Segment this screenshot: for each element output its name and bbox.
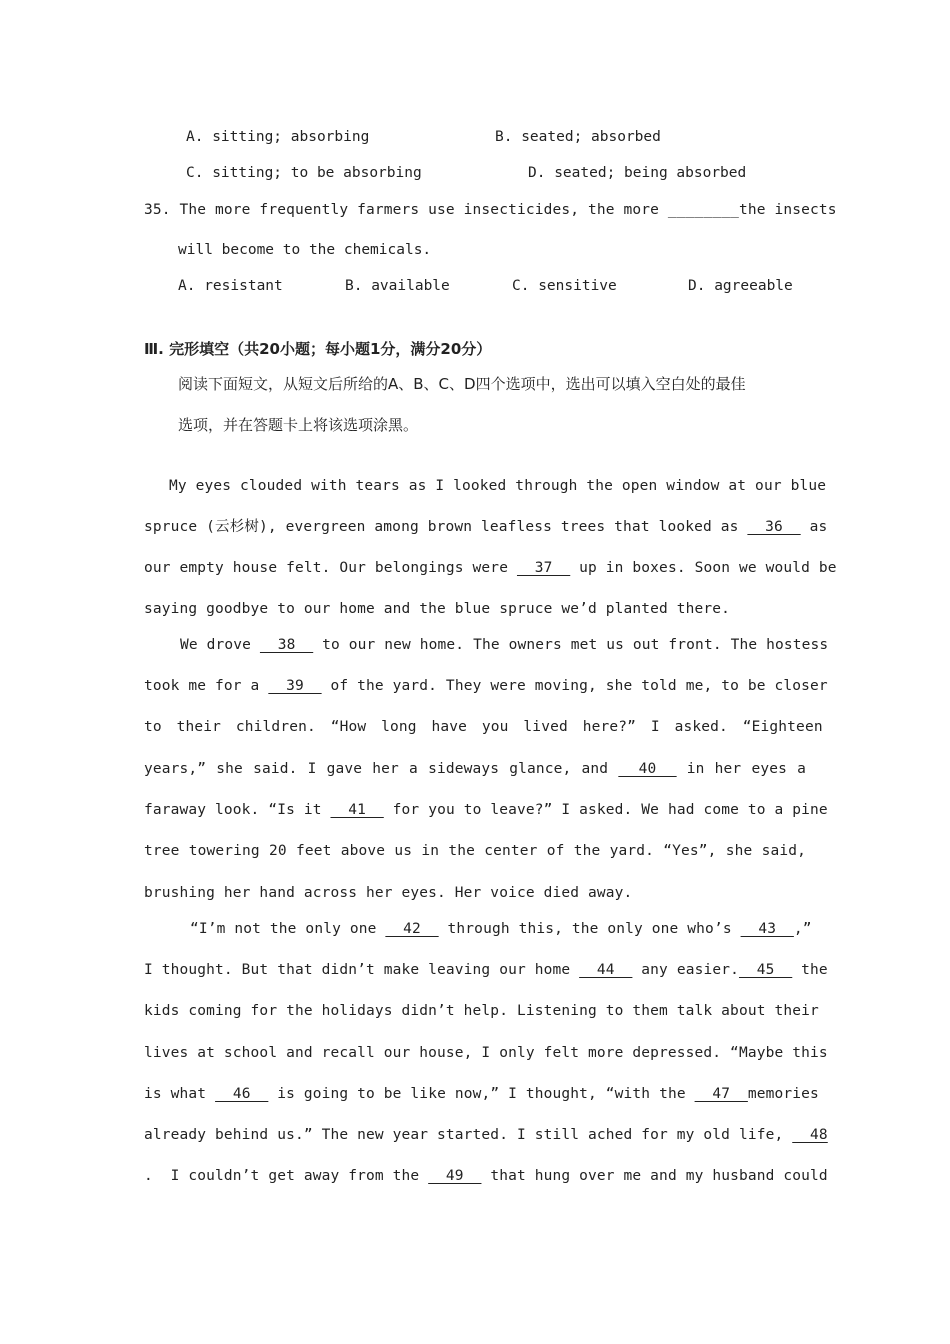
passage-text: “I’m not the only one <box>190 921 377 937</box>
passage-text: . I couldn’t get away from the <box>144 1168 420 1184</box>
passage-line <box>144 559 837 577</box>
passage-text: We drove <box>180 637 252 653</box>
passage-line <box>144 1085 819 1103</box>
passage-line <box>144 842 806 860</box>
passage-text: I thought. But that didn’t make leaving our home <box>144 962 571 978</box>
passage-line <box>180 636 829 654</box>
blank-47: 47 <box>694 1086 748 1102</box>
passage-text: years,” she said. I gave her a sideways glance, and <box>144 761 609 777</box>
passage-line <box>144 718 823 736</box>
passage-text: that hung over me and my husband could <box>490 1168 828 1184</box>
q34-option-b: B. seated; absorbed <box>495 129 661 145</box>
passage-text: is what <box>144 1086 207 1102</box>
passage-text: already behind us.” The new year started. I still ached for my old life, <box>144 1127 784 1143</box>
blank-40: 40 <box>618 761 677 777</box>
blank-36: 36 <box>747 519 801 535</box>
passage-line <box>144 600 806 618</box>
q35-option-a: A. resistant <box>178 278 283 294</box>
passage-line <box>144 677 828 695</box>
q35-stem-start: 35. The more frequently farmers use insecticides, the more <box>144 202 660 218</box>
passage-text: memories <box>747 1086 819 1102</box>
passage-line <box>144 760 806 778</box>
passage-line <box>144 884 806 902</box>
blank-45: 45 <box>738 962 793 978</box>
passage-text: took me for a <box>144 678 260 694</box>
section-title: Ⅲ. 完形填空（共20小题；每小题1分，满分20分） <box>144 340 492 358</box>
q34-option-d: D. seated; being absorbed <box>528 165 747 181</box>
q35-option-c: C. sensitive <box>512 278 617 294</box>
q34-option-a: A. sitting; absorbing <box>186 129 370 145</box>
section-instruction-line2: 选项，并在答题卡上将该选项涂黑。 <box>178 416 419 434</box>
passage-line <box>190 920 812 938</box>
passage-text: in her eyes a <box>686 761 806 777</box>
passage-text: lives at school and recall our house, I only felt more depressed. “Maybe this <box>144 1045 828 1061</box>
blank-39: 39 <box>268 678 322 694</box>
passage-text: any easier. <box>641 962 739 978</box>
q34-option-c: C. sitting; to be absorbing <box>186 165 422 181</box>
q35-option-b: B. available <box>345 278 450 294</box>
q35-option-d: D. agreeable <box>688 278 793 294</box>
passage-text: as <box>809 519 828 535</box>
passage-text: My eyes clouded with tears as I looked through the open window at our blue <box>169 478 827 494</box>
passage-text: for you to leave?” I asked. We had come to a pine <box>392 802 828 818</box>
blank-48: 48 <box>792 1127 828 1143</box>
passage-text: tree towering 20 feet above us in the center of the yard. “Yes”, she said, <box>144 843 806 859</box>
passage-text: to our new home. The owners met us out front. The hostess <box>322 637 829 653</box>
blank-44: 44 <box>579 962 633 978</box>
q35-blank: ________ <box>667 202 739 218</box>
section-instruction-line1: 阅读下面短文，从短文后所给的A、B、C、D四个选项中，选出可以填入空白处的最佳 <box>178 375 746 393</box>
passage-text: is going to be like now,” I thought, “with the <box>277 1086 686 1102</box>
passage-text: brushing her hand across her eyes. Her voice died away. <box>144 885 633 901</box>
passage-line <box>144 518 828 536</box>
q35-stem-line1 <box>144 201 837 219</box>
passage-text: saying goodbye to our home and the blue spruce we’d planted there. <box>144 601 731 617</box>
passage-text: of the yard. They were moving, she told me, to be closer <box>330 678 828 694</box>
passage-text: faraway look. “Is it <box>144 802 322 818</box>
blank-37: 37 <box>516 560 571 576</box>
passage-line <box>144 1002 819 1020</box>
passage-text: kids coming for the holidays didn’t help. Listening to them talk about their <box>144 1003 819 1019</box>
passage-line <box>144 1126 828 1144</box>
passage-line <box>169 477 827 495</box>
blank-46: 46 <box>215 1086 269 1102</box>
passage-text: our empty house felt. Our belongings were <box>144 560 509 576</box>
q35-stem-line2: will become to the chemicals. <box>178 242 432 258</box>
passage-line <box>144 1044 828 1062</box>
blank-43: 43 <box>740 921 794 937</box>
blank-38: 38 <box>259 637 314 653</box>
passage-text: up in boxes. Soon we would be <box>579 560 837 576</box>
passage-text: through this, the only one who’s <box>447 921 732 937</box>
passage-line <box>144 801 828 819</box>
passage-text: ,” <box>793 921 812 937</box>
blank-41: 41 <box>330 802 384 818</box>
passage-line <box>144 1167 828 1185</box>
passage-text: spruce (云杉树), evergreen among brown leafless trees that looked as <box>144 519 739 535</box>
passage-text: to their children. “How long have you lived here?” I asked. “Eighteen <box>144 719 823 735</box>
blank-42: 42 <box>385 921 439 937</box>
q35-stem-end: the insects <box>738 202 837 218</box>
passage-text: the <box>801 962 828 978</box>
blank-49: 49 <box>428 1168 482 1184</box>
passage-line <box>144 961 828 979</box>
